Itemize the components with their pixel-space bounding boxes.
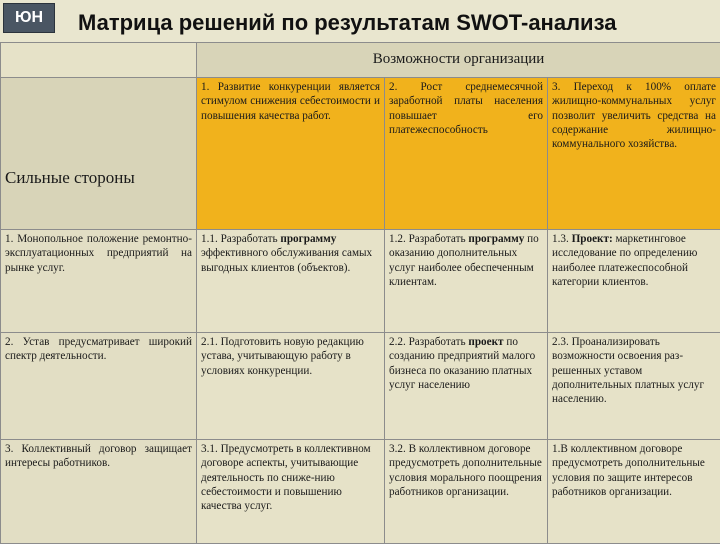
decision-cell: 1.3. Проект: маркетинговое исследование по определению наиболее платежеспособной категории клиентов. <box>548 230 720 333</box>
strength-cell: 1. Монопольное положение ремонтно-эксплуатационных предприятий на рынке услуг. <box>1 230 197 333</box>
page-title: Матрица решений по результатам SWOT-анализа <box>78 10 718 36</box>
opportunity-cell: 1. Развитие конкуренции является стимулом снижения себестоимости и повышения качества работ. <box>197 78 385 230</box>
strength-cell: 3. Коллективный договор защищает интересы работников. <box>1 440 197 544</box>
decision-cell: 1.1. Разработать программу эффективного обслуживания самых выгодных клиентов (объектов). <box>197 230 385 333</box>
decision-cell: 3.2. В коллективном договоре предусмотреть дополнительные условия морального поощрения работников организации. <box>385 440 548 544</box>
blank-corner-top <box>1 43 197 78</box>
decision-cell: 1.В коллективном договоре предусмотреть дополнительные условия по защите интересов работников организации. <box>548 440 720 544</box>
decision-cell: 2.2. Разработать проект по созданию предприятий малого бизнеса по оказанию платных услуг населению <box>385 333 548 440</box>
opportunity-cell: 2. Рост среднемесячной заработной платы населения повышает его платежеспособность <box>385 78 548 230</box>
swot-matrix-table <box>0 42 720 544</box>
decision-cell: 2.1. Подготовить новую редакцию устава, учитывающую работу в условиях конкуренции. <box>197 333 385 440</box>
decision-cell: 1.2. Разработать программу по оказанию дополнительных услуг наиболее обеспеченным клиентам. <box>385 230 548 333</box>
opportunities-header: Возможности организации <box>197 43 720 78</box>
opportunity-cell: 3. Переход к 100% оплате жилищно-коммунальных услуг позволит увеличить средства на содержание жилищно-коммунального хозяйства. <box>548 78 720 230</box>
decision-cell: 2.3. Проанализировать возможности освоения раз-решенных уставом дополнительных платных услуг населению. <box>548 333 720 440</box>
logo-badge: ЮН <box>3 3 55 33</box>
strength-cell: 2. Устав предусматривает широкий спектр деятельности. <box>1 333 197 440</box>
decision-cell: 3.1. Предусмотреть в коллективном договоре аспекты, учитывающие деятельность по сниже-нию себестоимости и повышению качества услуг. <box>197 440 385 544</box>
strengths-header: Сильные стороны <box>1 78 197 230</box>
